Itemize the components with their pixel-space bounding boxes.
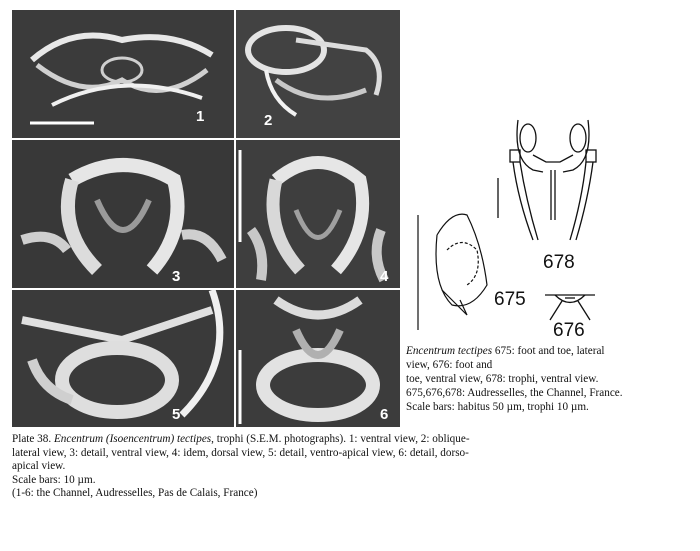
panel-number: 3 <box>172 268 181 285</box>
line-drawing-678 <box>488 100 618 250</box>
caption-line-3: toe, ventral view, 678: trophi, ventral view. <box>406 373 599 385</box>
trophi-oblique-lateral-image <box>236 10 400 138</box>
panel-number: 5 <box>172 406 181 423</box>
panel-number: 6 <box>380 406 389 423</box>
plate-caption-line-1 <box>12 433 672 447</box>
trophi-ventro-apical-image <box>12 290 234 427</box>
plate-species-name: Encentrum (Isoencentrum) tectipes <box>53 433 212 445</box>
plate-caption-line-3: apical view. <box>12 460 66 473</box>
plate-caption-text: , trophi (S.E.M. photographs). 1: ventral view, 2: oblique- <box>211 433 470 445</box>
caption-line-2: view, 676: foot and <box>406 359 493 371</box>
line-drawing-676 <box>540 285 600 325</box>
sem-photo-panel-4 <box>236 140 400 288</box>
plate-caption-line-4: Scale bars: 10 µm. <box>12 473 96 486</box>
panel-number: 1 <box>196 108 205 125</box>
trophi-detail-ventral-image <box>12 140 234 288</box>
panel-number: 4 <box>380 268 389 285</box>
plate-caption-line-5: (1-6: the Channel, Audresselles, Pas de Calais, France) <box>12 487 258 500</box>
caption-line-4: 675,676,678: Audresselles, the Channel, France. <box>406 387 623 399</box>
line-drawing-675 <box>412 205 502 335</box>
drawing-label-675: 675 <box>494 289 526 310</box>
panel-number: 2 <box>264 112 273 129</box>
drawings-caption <box>406 344 696 414</box>
sem-photo-panel-2 <box>236 10 400 138</box>
sem-photo-panel-5 <box>12 290 234 427</box>
drawing-label-678: 678 <box>543 252 575 273</box>
species-name: Encentrum tectipes <box>406 345 493 357</box>
trophi-dorso-apical-image <box>236 290 400 427</box>
plate-caption <box>12 433 672 501</box>
sem-photo-panel-6 <box>236 290 400 427</box>
plate-prefix: Plate 38. <box>12 433 54 445</box>
caption-line-1 <box>406 344 696 358</box>
trophi-dorsal-image <box>236 140 400 288</box>
caption-line-5: Scale bars: habitus 50 µm, trophi 10 µm. <box>406 401 589 413</box>
caption-text: 675: foot and toe, lateral <box>492 345 605 357</box>
plate-caption-line-2: lateral view, 3: detail, ventral view, 4: idem, dorsal view, 5: detail, ventro-apical view, 6: detail, dorso- <box>12 446 469 459</box>
sem-photo-panel-3 <box>12 140 234 288</box>
sem-photo-panel-1 <box>12 10 234 138</box>
drawing-label-676: 676 <box>553 320 585 341</box>
